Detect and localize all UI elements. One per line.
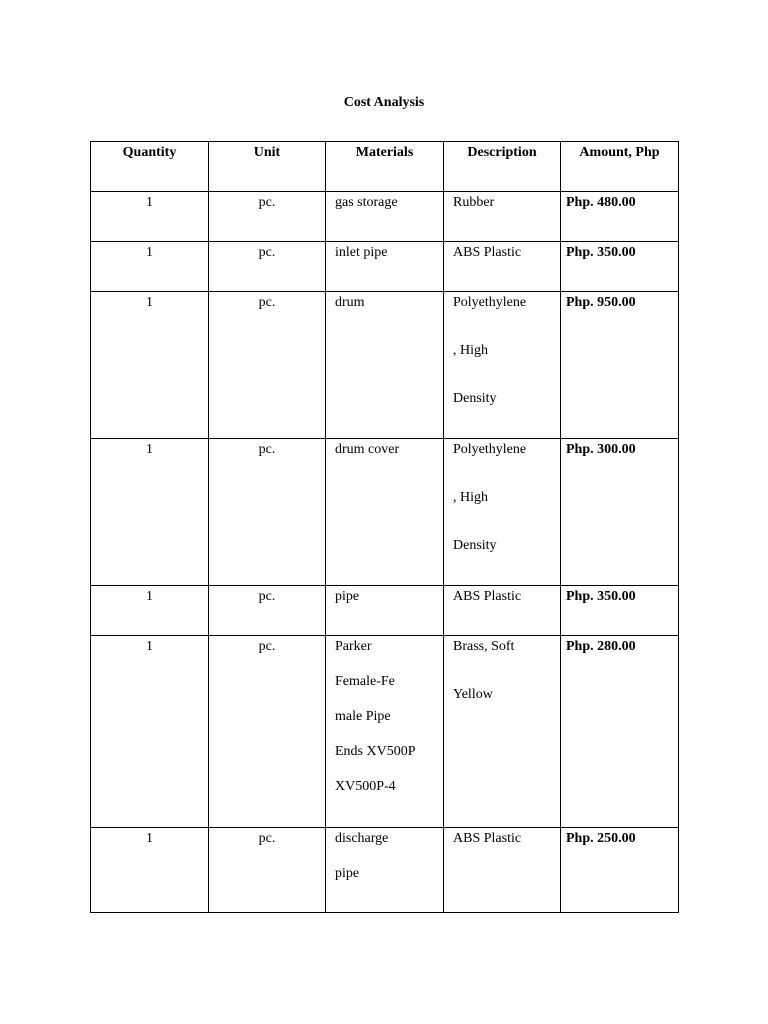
cost-analysis-table	[90, 141, 679, 913]
cell-description	[444, 292, 561, 439]
cell-quantity: 1	[91, 292, 209, 439]
description-line: Rubber	[453, 195, 495, 210]
cell-amount: Php. 480.00	[561, 192, 679, 242]
cell-amount: Php. 300.00	[561, 439, 679, 586]
cell-unit: pc.	[209, 192, 326, 242]
description-line: , High	[453, 343, 488, 358]
materials-line: pipe	[335, 866, 360, 881]
cell-quantity: 1	[91, 636, 209, 828]
materials-line: drum cover	[335, 442, 400, 457]
cell-quantity: 1	[91, 192, 209, 242]
cell-quantity: 1	[91, 242, 209, 292]
cell-quantity: 1	[91, 586, 209, 636]
description-line: Density	[453, 391, 497, 406]
materials-line: discharge	[335, 831, 389, 846]
cell-materials	[326, 828, 444, 913]
cell-materials	[326, 192, 444, 242]
cell-unit: pc.	[209, 292, 326, 439]
cell-unit: pc.	[209, 242, 326, 292]
cell-amount: Php. 350.00	[561, 586, 679, 636]
cell-unit: pc.	[209, 828, 326, 913]
cell-amount: Php. 280.00	[561, 636, 679, 828]
table-row	[91, 242, 679, 292]
materials-line: male Pipe	[335, 709, 391, 724]
description-line: Density	[453, 538, 497, 553]
cell-unit: pc.	[209, 636, 326, 828]
cell-quantity: 1	[91, 828, 209, 913]
materials-line: Parker	[335, 639, 372, 654]
description-line: ABS Plastic	[453, 245, 522, 260]
table-row	[91, 192, 679, 242]
cell-unit: pc.	[209, 439, 326, 586]
header-description: Description	[444, 142, 561, 192]
cell-quantity: 1	[91, 439, 209, 586]
materials-line: Female-Fe	[335, 674, 395, 689]
cell-description	[444, 636, 561, 828]
table-row	[91, 828, 679, 913]
description-line: Brass, Soft	[453, 639, 515, 654]
cell-materials	[326, 636, 444, 828]
cell-materials	[326, 586, 444, 636]
materials-line: gas storage	[335, 195, 398, 210]
description-line: ABS Plastic	[453, 831, 522, 846]
materials-line: Ends XV500P	[335, 744, 416, 759]
description-line: ABS Plastic	[453, 589, 522, 604]
materials-line: XV500P-4	[335, 779, 396, 794]
cell-unit: pc.	[209, 586, 326, 636]
header-unit: Unit	[209, 142, 326, 192]
cell-description	[444, 242, 561, 292]
cell-materials	[326, 292, 444, 439]
cell-amount: Php. 250.00	[561, 828, 679, 913]
table-row	[91, 292, 679, 439]
header-materials: Materials	[326, 142, 444, 192]
table-row	[91, 586, 679, 636]
cell-description	[444, 439, 561, 586]
cell-description	[444, 828, 561, 913]
cell-materials	[326, 242, 444, 292]
cell-amount: Php. 350.00	[561, 242, 679, 292]
header-quantity: Quantity	[91, 142, 209, 192]
materials-line: inlet pipe	[335, 245, 388, 260]
description-line: Yellow	[453, 687, 493, 702]
description-line: Polyethylene	[453, 295, 527, 310]
materials-line: pipe	[335, 589, 360, 604]
table-row	[91, 439, 679, 586]
description-line: , High	[453, 490, 488, 505]
materials-line: drum	[335, 295, 365, 310]
description-line: Polyethylene	[453, 442, 527, 457]
cell-description	[444, 192, 561, 242]
cell-materials	[326, 439, 444, 586]
cell-amount: Php. 950.00	[561, 292, 679, 439]
table-header-row	[91, 142, 679, 192]
page-title: Cost Analysis	[343, 95, 425, 110]
cell-description	[444, 586, 561, 636]
header-amount: Amount, Php	[561, 142, 679, 192]
table-row	[91, 636, 679, 828]
